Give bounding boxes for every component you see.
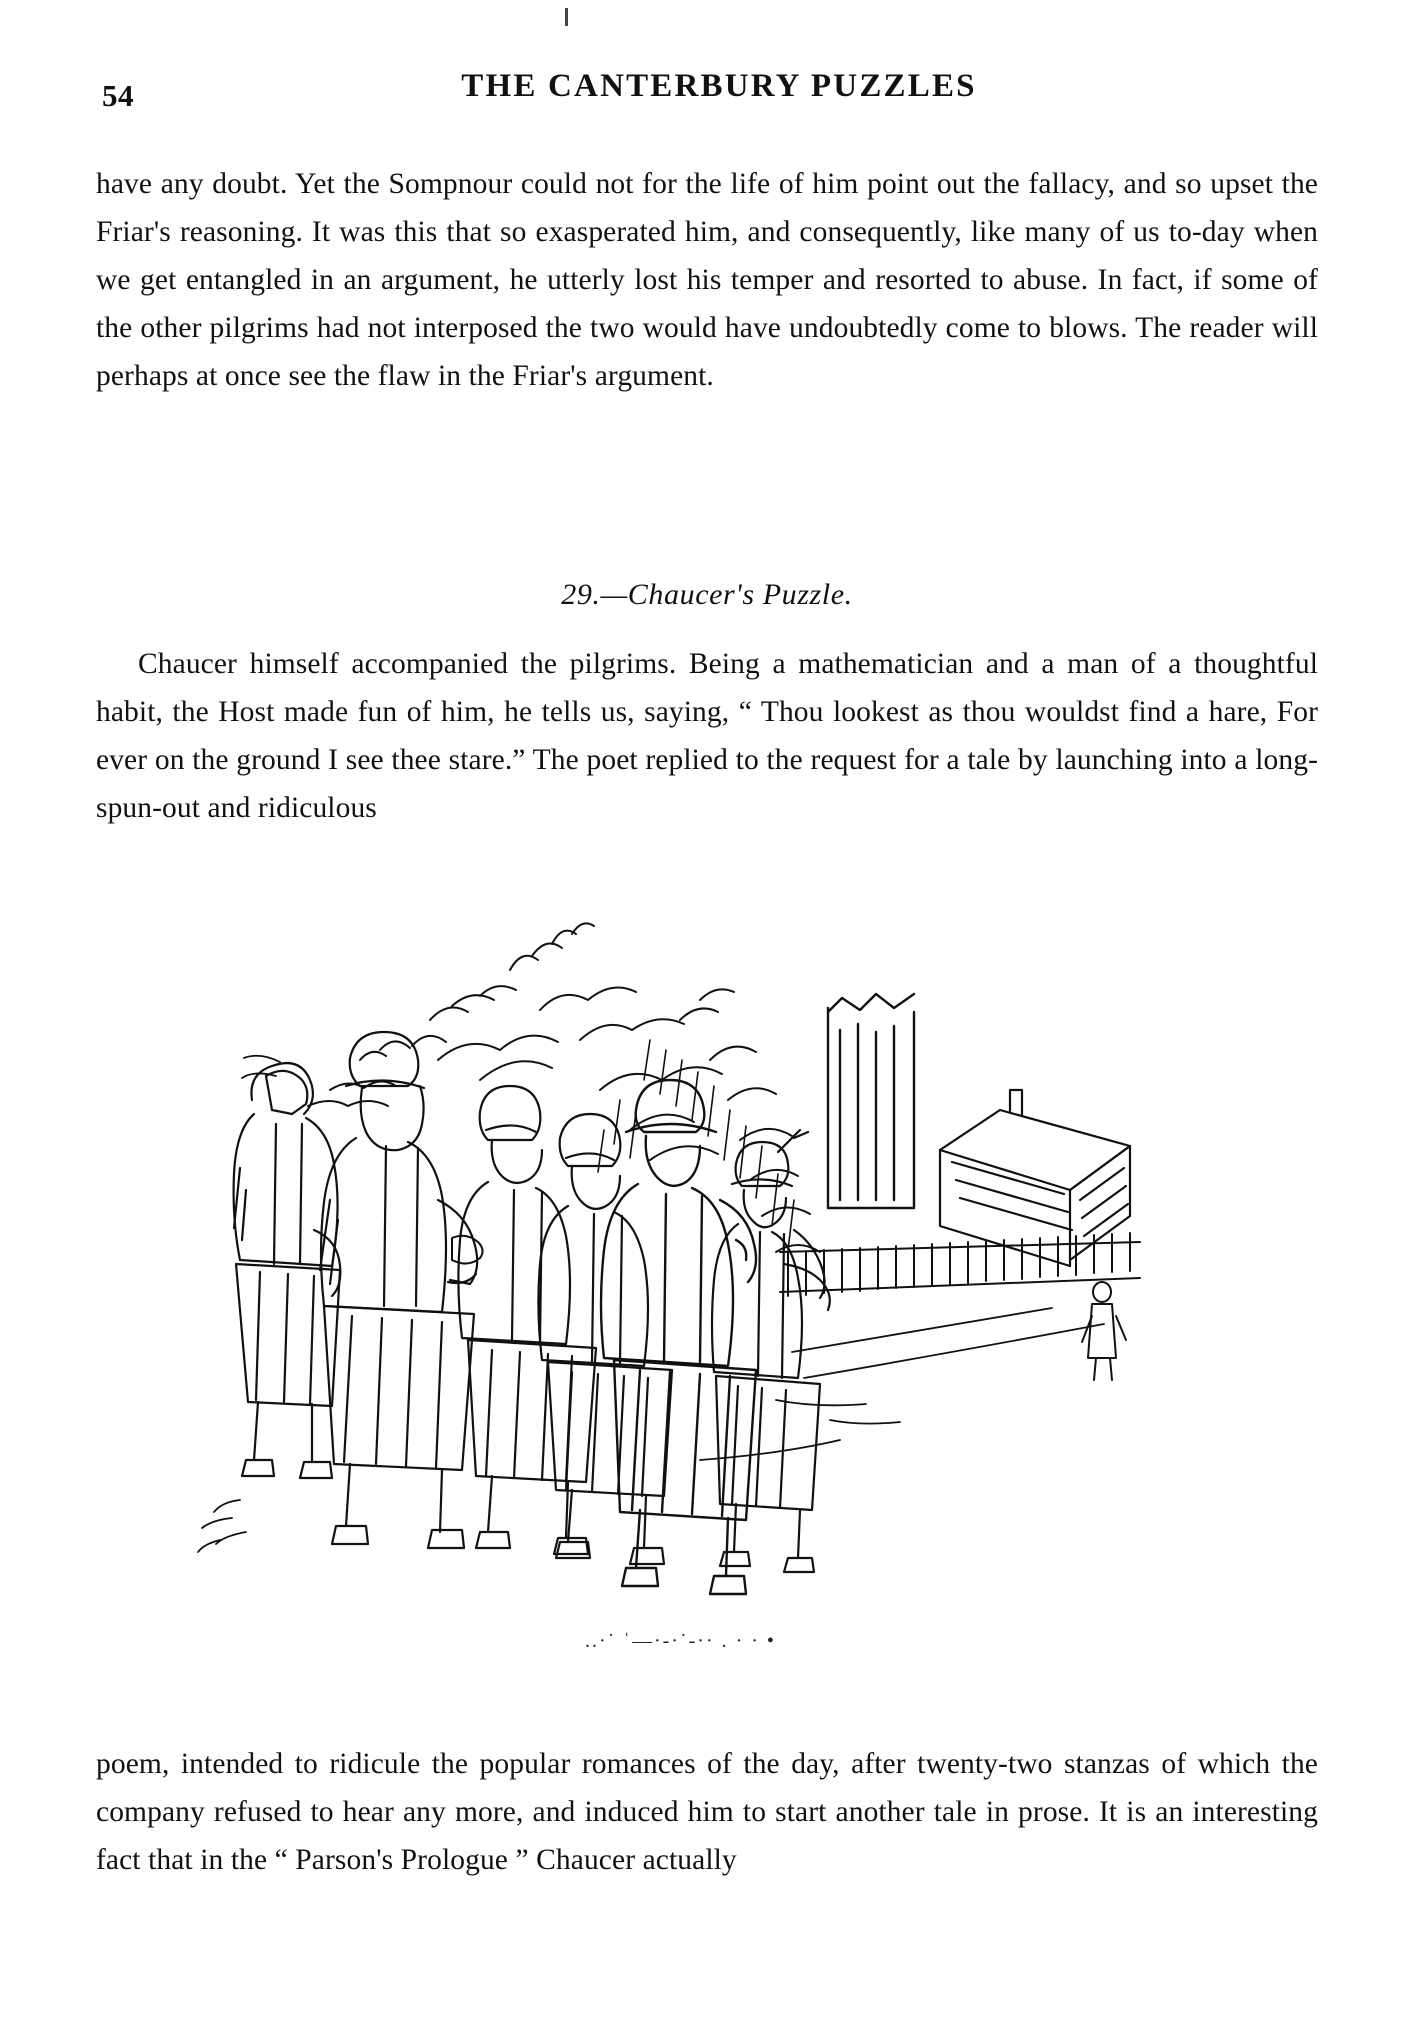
paragraph-continuation: [96, 160, 1318, 400]
running-head: THE CANTERBURY PUZZLES: [461, 68, 977, 104]
ground-marks: ..·˙ ˈ—·-·˙-·· . · · •: [585, 1630, 776, 1652]
page-number: 54: [102, 78, 134, 113]
pilgrims-illustration: [180, 900, 1250, 1700]
paragraph-text: have any doubt. Yet the Sompnour could not for the life of him point out the fallacy, and so upset the Friar's reasoning. It was this that so exasperated him, and consequently, like many of us to-day when we get entangled in an argument, he utterly lost his temper and resorted to abuse. In fact, if some of the other pilgrims had not interposed the two would have undoubtedly come to blows. The reader will perhaps at once see the flaw in the Friar's argument.: [96, 168, 1318, 392]
paragraph-poem: [96, 1740, 1318, 1884]
paragraph-text: poem, intended to ridicule the popular romances of the day, after twenty-two stanzas of which the company refused to hear any more, and induced him to start another tale in prose. It is an interesting fact that in the “ Parson's Prologue ” Chaucer actually: [96, 1748, 1318, 1876]
puzzle-heading: 29.—Chaucer's Puzzle.: [561, 578, 853, 611]
page-header: [96, 68, 1312, 118]
printers-mark: [565, 8, 568, 26]
paragraph-text: Chaucer himself accompanied the pilgrims. Being a mathematician and a man of a thoughtful habit, the Host made fun of him, he tells us, saying, “ Thou lookest as thou wouldst find a hare, For ever on the ground I see thee stare.” The poet replied to the request for a tale by launching into a long-spun-out and ridiculous: [96, 648, 1318, 824]
paragraph-chaucer: [96, 640, 1318, 832]
